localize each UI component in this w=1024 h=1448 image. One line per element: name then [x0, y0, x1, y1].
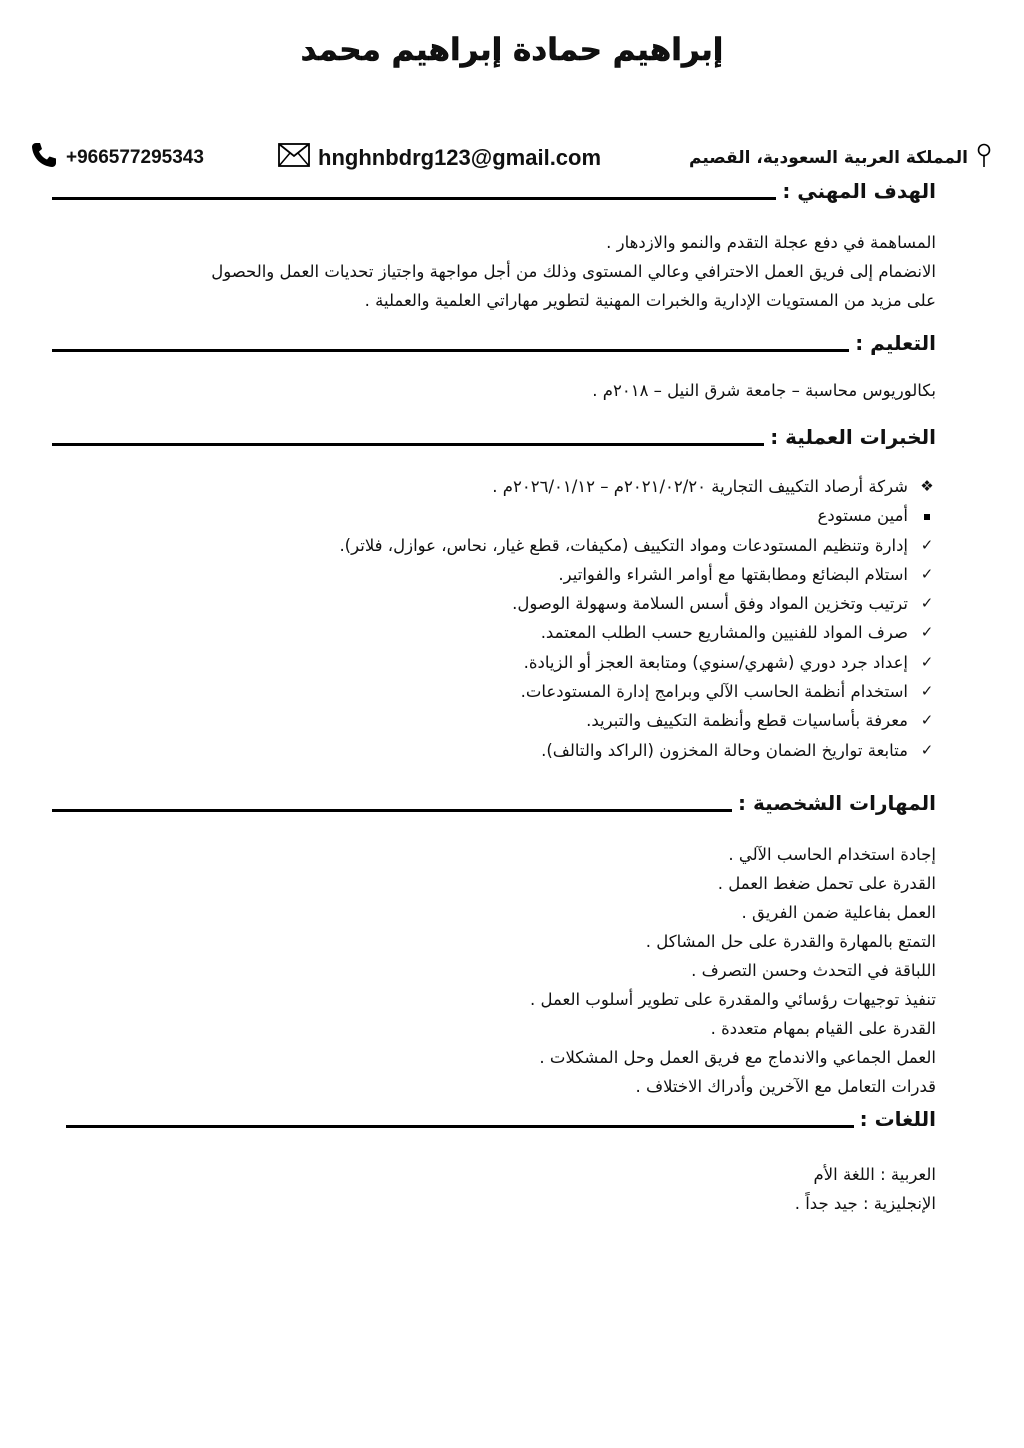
location-pin-icon	[976, 143, 992, 174]
duty-text: استخدام أنظمة الحاسب الآلي وبرامج إدارة المستودعات.	[520, 682, 908, 702]
checkmark-icon: ✓	[920, 535, 934, 554]
skill-item: قدرات التعامل مع الآخرين وأدراك الاختلاف .	[635, 1077, 936, 1096]
education-section-header	[52, 332, 936, 354]
skills-heading: المهارات الشخصية :	[737, 791, 936, 815]
duty-item	[100, 648, 936, 677]
checkmark-icon: ✓	[920, 623, 934, 642]
envelope-icon	[278, 143, 310, 173]
email-text[interactable]: hnghnbdrg123@gmail.com	[318, 145, 602, 170]
square-bullet-icon	[918, 501, 936, 530]
duty-text: صرف المواد للفنيين والمشاريع حسب الطلب المعتمد.	[540, 623, 908, 643]
languages-heading: اللغات :	[859, 1107, 936, 1131]
language-item: الإنجليزية : جيد جداً .	[794, 1194, 936, 1213]
location-text: المملكة العربية السعودية، القصيم	[688, 148, 968, 168]
phone-icon	[30, 141, 58, 175]
education-entry: بكالوريوس محاسبة – جامعة شرق النيل – ٢٠١٨م .	[592, 381, 936, 400]
company-text: شركة أرصاد التكييف التجارية ٢٠٢١/٠٢/٢٠م – ٢٠٢٦/٠١/١٢م .	[492, 477, 908, 496]
skill-item: العمل الجماعي والاندماج مع فريق العمل وحل المشكلات .	[539, 1048, 936, 1067]
duty-item	[100, 531, 936, 560]
duty-item	[100, 736, 936, 765]
candidate-name: إبراهيم حمادة إبراهيم محمد	[300, 32, 724, 68]
checkmark-icon: ✓	[920, 682, 934, 701]
checkmark-icon: ✓	[920, 711, 934, 730]
objective-line: على مزيد من المستويات الإدارية والخبرات المهنية لتطوير مهاراتي العلمية والعملية .	[364, 291, 936, 310]
section-divider	[52, 197, 776, 200]
section-divider	[52, 443, 764, 446]
duty-text: ترتيب وتخزين المواد وفق أسس السلامة وسهولة الوصول.	[512, 594, 908, 614]
experience-heading: الخبرات العملية :	[770, 425, 936, 449]
objective-list	[80, 228, 936, 315]
languages-list	[100, 1160, 936, 1218]
skill-item: العمل بفاعلية ضمن الفريق .	[741, 903, 936, 922]
phone[interactable]	[30, 140, 204, 176]
skill-item: القدرة على القيام بمهام متعددة .	[710, 1019, 936, 1038]
duty-item	[100, 706, 936, 735]
objective-heading: الهدف المهني :	[782, 179, 936, 203]
section-divider	[52, 809, 732, 812]
duty-item	[100, 589, 936, 618]
role-entry	[100, 501, 936, 530]
experience-list	[100, 472, 936, 765]
skill-item: القدرة على تحمل ضغط العمل .	[717, 874, 936, 893]
checkmark-icon: ✓	[920, 594, 934, 613]
duty-text: معرفة بأساسيات قطع وأنظمة التكييف والتبريد.	[586, 711, 908, 731]
checkmark-icon: ✓	[920, 652, 934, 671]
phone-text[interactable]: +966577295343	[66, 147, 204, 168]
skills-section-header	[52, 792, 936, 814]
skill-item: التمتع بالمهارة والقدرة على حل المشاكل .	[645, 932, 936, 951]
section-divider	[52, 349, 849, 352]
education-heading: التعليم :	[855, 331, 936, 355]
section-divider	[66, 1125, 854, 1128]
checkmark-icon: ✓	[920, 740, 934, 759]
skill-item: تنفيذ توجيهات رؤسائي والمقدرة على تطوير أسلوب العمل .	[529, 990, 936, 1009]
education-list	[100, 376, 936, 405]
duty-text: استلام البضائع ومطابقتها مع أوامر الشراء والفواتير.	[558, 564, 908, 584]
duty-item	[100, 560, 936, 589]
company-entry	[100, 472, 936, 501]
duty-item	[100, 677, 936, 706]
skill-item: اللباقة في التحدث وحسن التصرف .	[691, 961, 936, 980]
checkmark-icon: ✓	[920, 564, 934, 583]
language-item: العربية : اللغة الأم	[813, 1165, 936, 1184]
experience-section-header	[52, 426, 936, 448]
duty-text: إدارة وتنظيم المستودعات ومواد التكييف (مكيفات، قطع غيار، نحاس، عوازل، فلاتر).	[339, 535, 908, 555]
duty-item	[100, 618, 936, 647]
duty-text: متابعة تواريخ الضمان وحالة المخزون (الراكد والتالف).	[541, 740, 908, 760]
role-text: أمين مستودع	[817, 506, 908, 526]
languages-section-header	[66, 1108, 936, 1130]
objective-line: المساهمة في دفع عجلة التقدم والنمو والازدهار .	[606, 233, 936, 252]
diamond-bullet-icon: ❖	[920, 477, 934, 495]
email[interactable]	[278, 140, 601, 176]
skill-item: إجادة استخدام الحاسب الآلي .	[728, 845, 936, 864]
skills-list	[100, 840, 936, 1101]
location	[689, 140, 992, 176]
duty-text: إعداد جرد دوري (شهري/سنوي) ومتابعة العجز أو الزيادة.	[523, 652, 908, 672]
objective-line: الانضمام إلى فريق العمل الاحترافي وعالي المستوى وذلك من أجل مواجهة واجتياز تحديات العمل والحصول	[211, 262, 936, 281]
objective-section-header	[52, 180, 936, 202]
